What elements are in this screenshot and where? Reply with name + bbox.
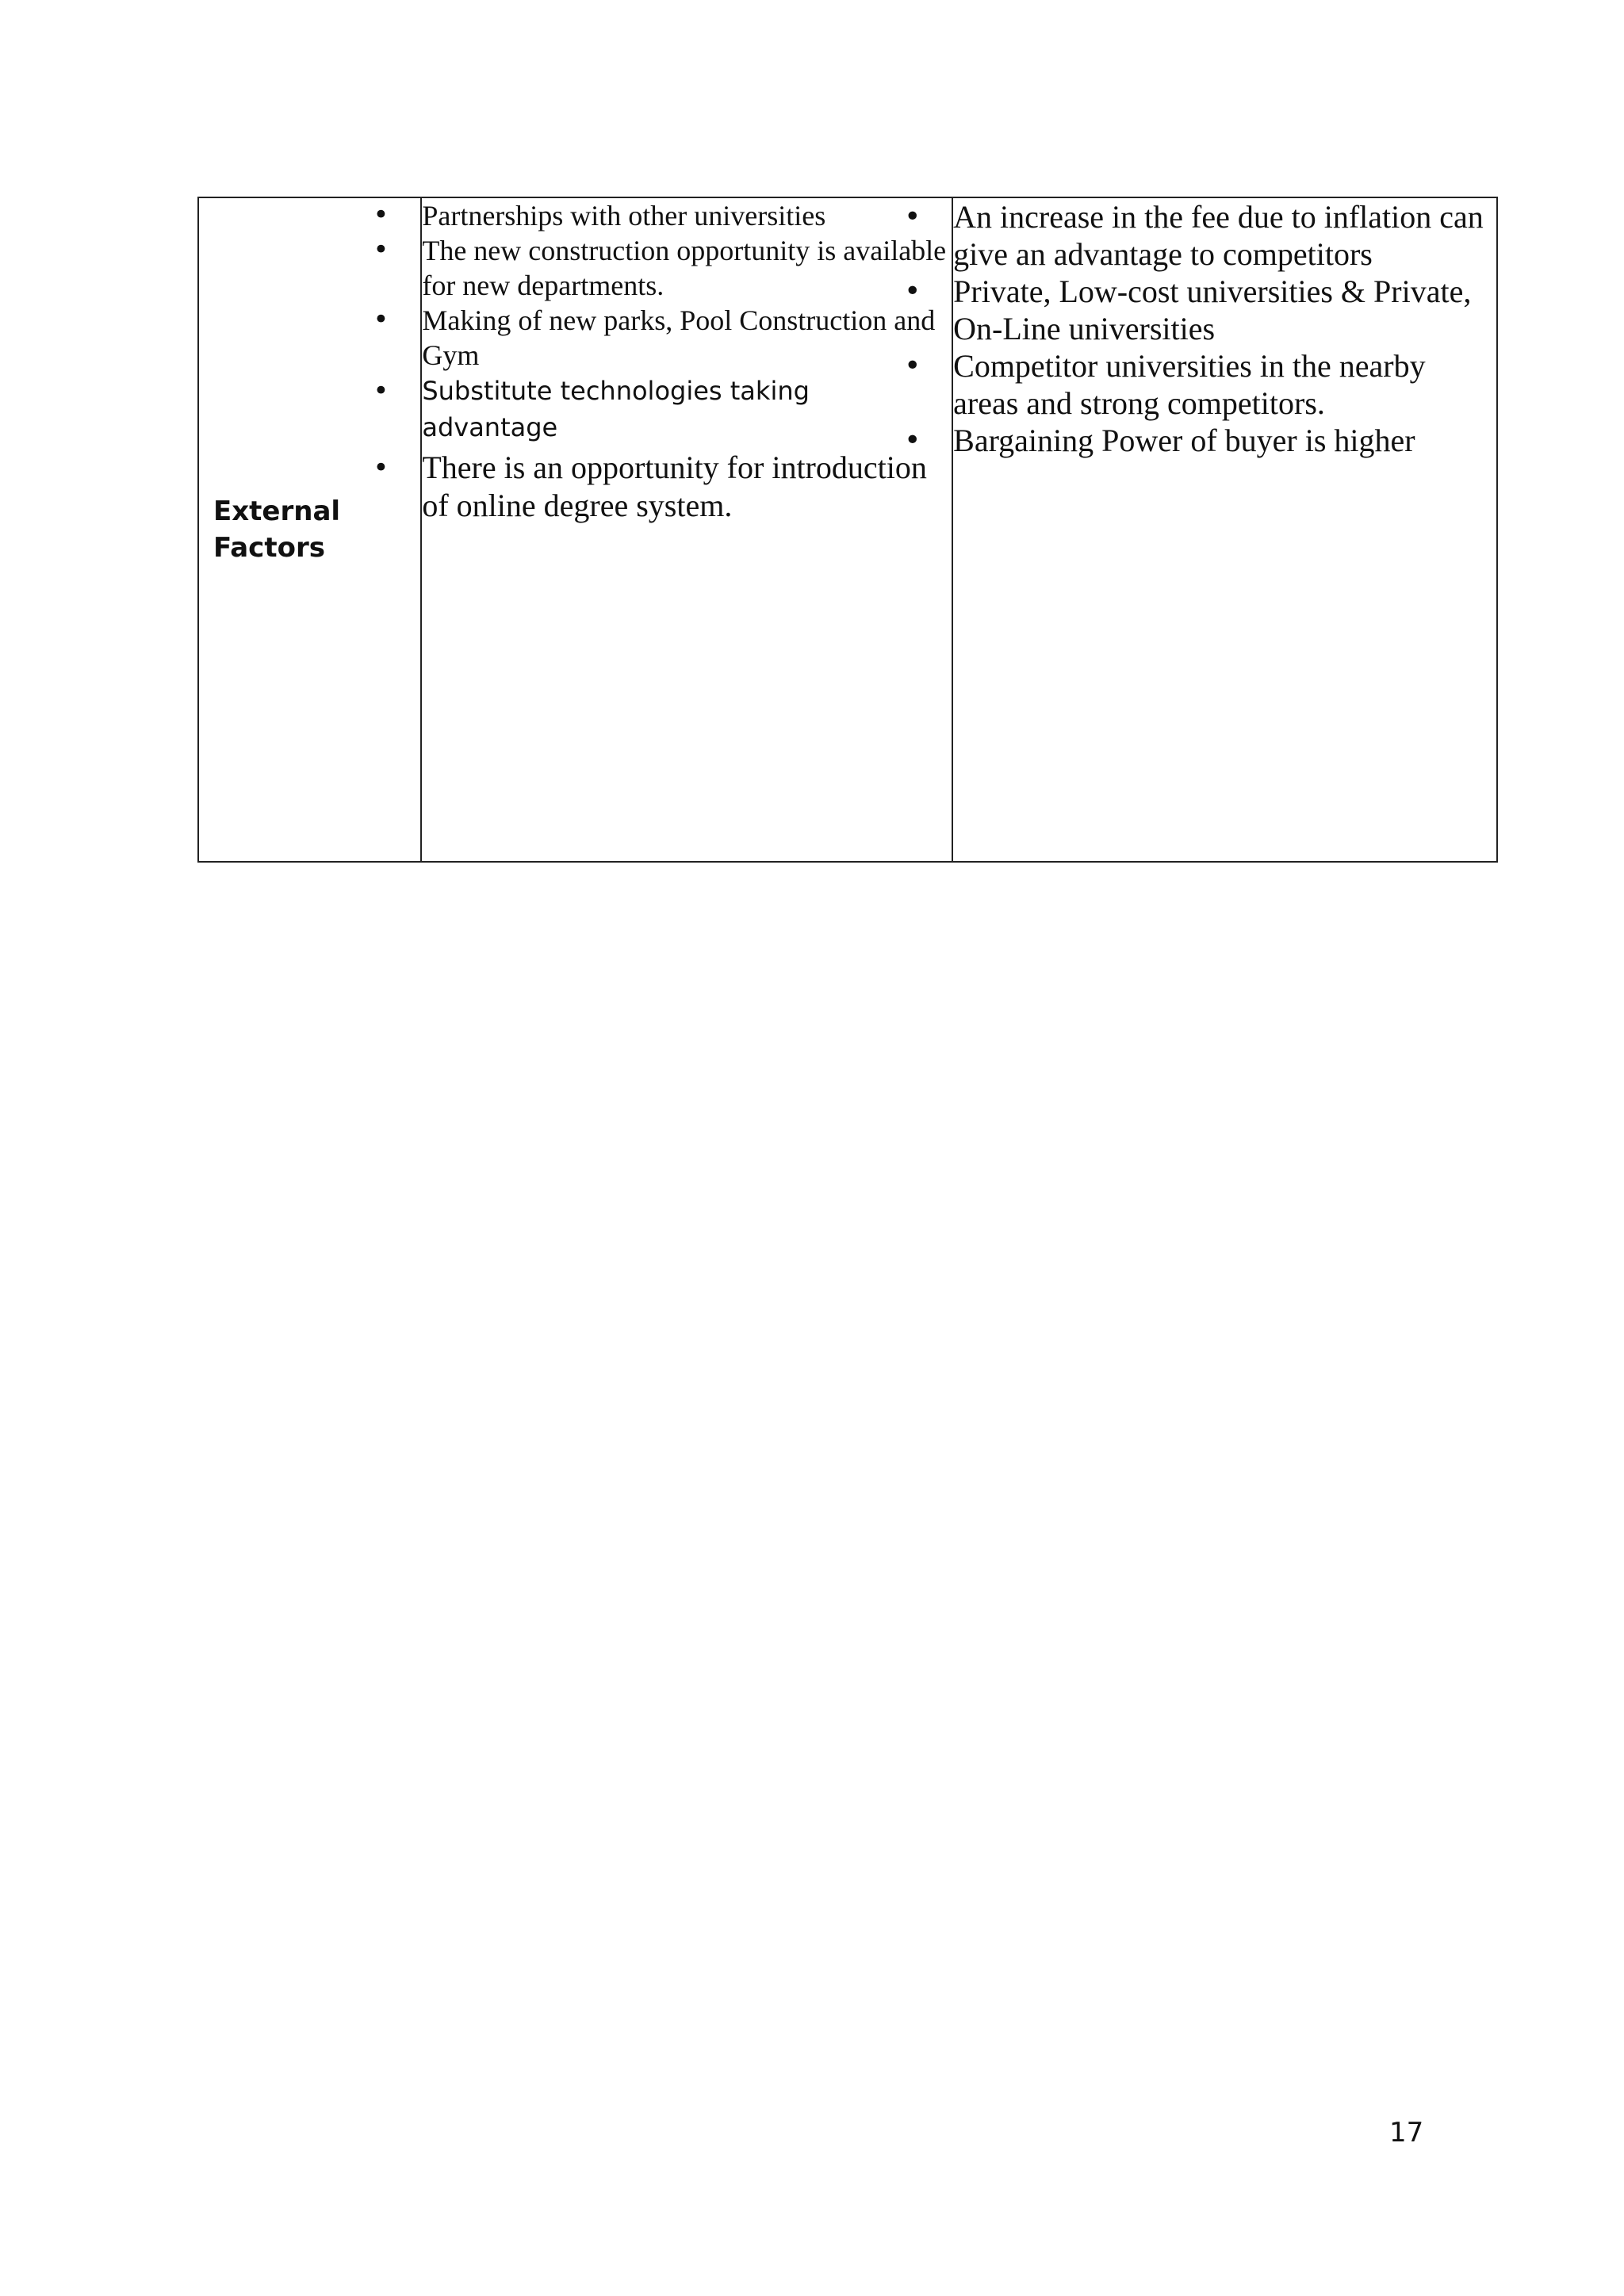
list-item: • The new construction opportunity is available for new departments. (422, 233, 952, 303)
opportunities-list (422, 198, 952, 525)
list-item: • An increase in the fee due to inflation can give an advantage to competitors (953, 198, 1496, 273)
opportunities-cell (421, 197, 952, 862)
threats-list (953, 198, 1496, 459)
list-item: • Competitor universities in the nearby areas and strong competitors. (953, 347, 1496, 422)
external-factors-row (198, 197, 1497, 862)
list-item: • Substitute technologies taking advantage (422, 373, 952, 446)
row-label-cell (198, 197, 421, 862)
row-label: External Factors (213, 496, 341, 564)
list-item: • Making of new parks, Pool Construction and Gym (422, 303, 952, 373)
swot-external-factors-table (197, 197, 1498, 863)
list-item: • Partnerships with other universities (422, 198, 952, 233)
list-item: • There is an opportunity for introduction of online degree system. (422, 449, 952, 525)
threats-cell (952, 197, 1497, 862)
page-number: 17 (1389, 2117, 1424, 2149)
list-item: • Bargaining Power of buyer is higher (953, 422, 1496, 459)
list-item: • Private, Low-cost universities & Private, On-Line universities (953, 273, 1496, 347)
